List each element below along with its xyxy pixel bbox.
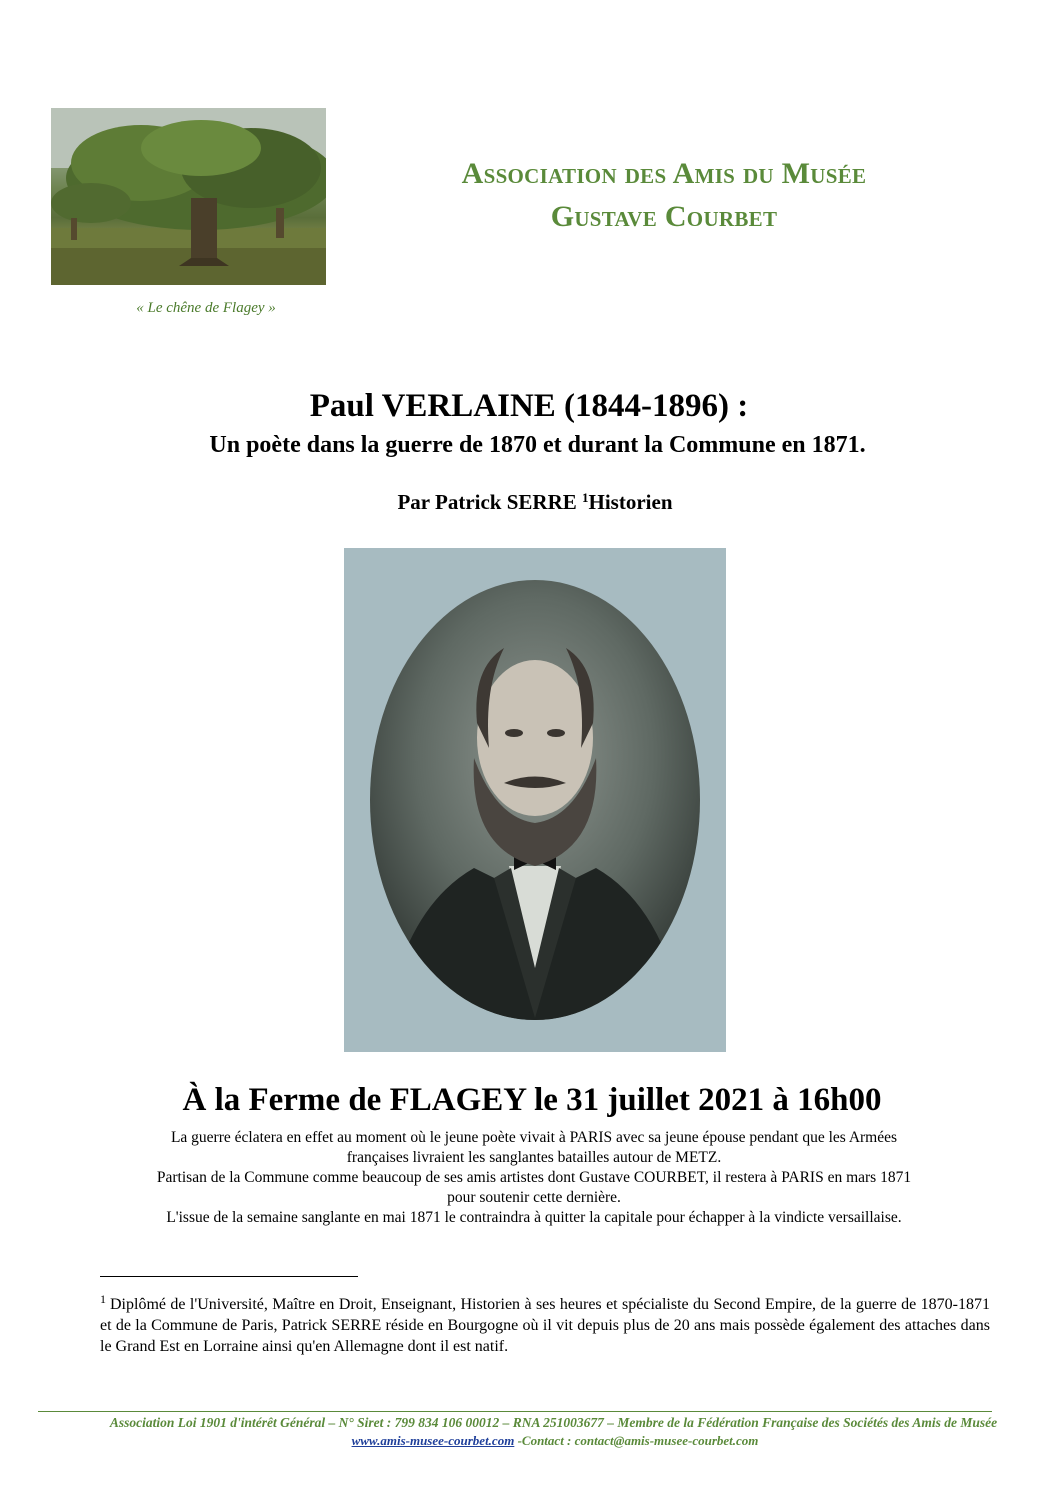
footnote-reference: 1: [582, 490, 589, 505]
footer-divider: [38, 1411, 992, 1412]
byline-suffix: Historien: [588, 490, 673, 514]
association-title-line1: Association des Amis du Musée: [461, 157, 867, 190]
verlaine-portrait-illustration: [344, 548, 726, 1052]
event-announcement: À la Ferme de FLAGEY le 31 juillet 2021 à 16h00: [182, 1082, 882, 1118]
paragraph-line: L'issue de la semaine sanglante en mai 1871 le contraindra à quitter la capitale pour échapper à la vindicte versaillaise.: [166, 1209, 902, 1226]
paragraph-line: françaises livraient les sanglantes batailles autour de METZ.: [346, 1149, 722, 1166]
paragraph-line: Partisan de la Commune comme beaucoup de ses amis artistes dont Gustave COURBET, il restera à PARIS en mars 1871: [156, 1169, 912, 1186]
association-title: [330, 152, 998, 238]
footnote: [100, 1289, 990, 1357]
contact-email: -Contact : contact@amis-musee-courbet.com: [514, 1433, 759, 1448]
footnote-text: Diplômé de l'Université, Maître en Droit, Enseignant, Historien à ses heures et spécialiste du Second Empire, de la guerre de 1870-1871 et de la Commune de Paris, Patrick SERRE réside en Bourgogne où il vit depuis plus de 20 ans mais possède également des attaches dans le Grand Est en Lorraine ainsi qu'en Allemagne dont il est natif.: [100, 1296, 990, 1355]
painting-caption: « Le chêne de Flagey »: [136, 300, 276, 316]
website-link[interactable]: www.amis-musee-courbet.com: [351, 1433, 515, 1448]
portrait-photo: [344, 548, 726, 1052]
oak-painting-image: [51, 108, 326, 285]
page-title: Paul VERLAINE (1844-1896) :: [309, 388, 749, 424]
oak-tree-illustration: [51, 108, 326, 285]
paragraph-line: pour soutenir cette dernière.: [447, 1189, 621, 1206]
footer-contact-line: [0, 1433, 1058, 1449]
byline-prefix: Par Patrick SERRE: [397, 490, 583, 514]
page-subtitle: Un poète dans la guerre de 1870 et durant la Commune en 1871.: [209, 432, 866, 458]
footer-legal-info: Association Loi 1901 d'intérêt Général – N° Siret : 799 834 106 00012 – RNA 251003677 – Membre de la Fédération Française des Sociétés des Amis de Musée: [109, 1415, 998, 1430]
association-title-line2: Gustave Courbet: [550, 200, 778, 233]
description-paragraph: [90, 1128, 978, 1228]
footnote-divider: [100, 1276, 358, 1277]
footnote-number: 1: [100, 1292, 106, 1306]
author-byline: [0, 490, 1058, 515]
paragraph-line: La guerre éclatera en effet au moment où le jeune poète vivait à PARIS avec sa jeune épouse pendant que les Armées: [170, 1129, 898, 1146]
